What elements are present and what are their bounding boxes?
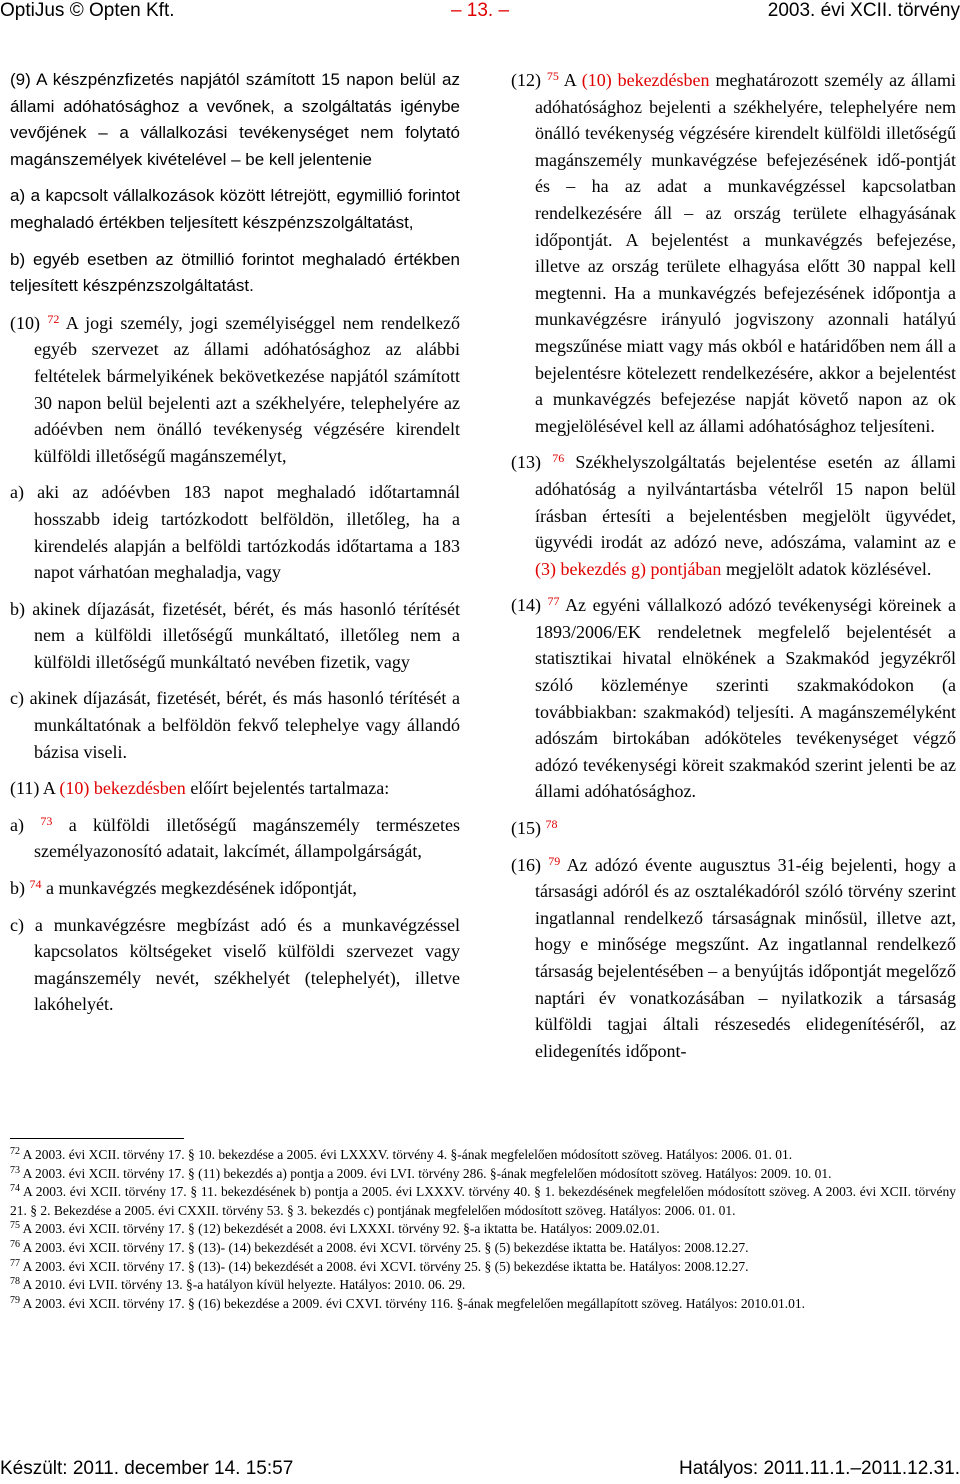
point-text: a külföldi illetőségű magánszemély természetes személyazonosító adatait, lakcímét, állampolgárságát, (34, 814, 461, 862)
footnote-number: 73 (10, 1164, 20, 1176)
paragraph-text: Az adózó évente augusztus 31-éig bejelenti, hogy a társasági adóról és az osztalékadóról szóló törvény szerint ingatlannal rendelkező társaságnak minősül, illetve azt, hogy e minősége megszűnt. Az ingatlannal rendelkező társaság bejelentésében – a benyújtás időpontját megelőző naptári év vonatkozásában – nyilatkozik a társaság külföldi tagjai általi részesedés elidegenítéséről, az elidegenítés időpont- (535, 854, 956, 1061)
footnote-ref-77[interactable]: 77 (547, 594, 560, 609)
paragraph-number: (12) (511, 70, 541, 90)
footnote-number: 76 (10, 1238, 20, 1250)
paragraph-11-point-c (10, 912, 460, 1018)
paragraph-9-point-a (10, 183, 460, 236)
footnote-text: A 2003. évi XCII. törvény 17. § 11. bekezdésének b) pontja a 2005. évi LXXXV. törvény 40. § 1. bekezdésének megfelelően módosított szöveg. A 2003. évi XCII. törvény 21. § 2. Bekezdése a 2005. évi CXXII. törvény 53. § 3. bekezdés c) pontjának megfelelően módosított szöveg. Hatályos: 2006. 01. 01. (10, 1184, 956, 1218)
left-column (10, 67, 460, 1028)
page-footer (0, 1458, 960, 1484)
paragraph-9-point-b (10, 247, 460, 300)
footnote-number: 75 (10, 1220, 20, 1232)
paragraph-text-pre: A (563, 70, 582, 90)
footnote-text: A 2003. évi XCII. törvény 17. § (16) bekezdése a 2009. évi CXVI. törvény 116. §-ának megfelelően megállapított szöveg. Hatályos: 2010.01.01. (22, 1295, 805, 1311)
footnote-ref-78[interactable]: 78 (545, 817, 558, 832)
cross-reference-link[interactable]: (10) bekezdésben (59, 778, 186, 799)
point-text: aki az adóévben 183 napot meghaladó időtartamnál hosszabb ideig tartózkodott belföldön, illetőleg, ha a kirendelés alapján a belföldi tartózkodás időtartama a 183 napot várhatóan meghaladja, vagy (34, 482, 460, 583)
paragraph-14 (511, 592, 956, 805)
paragraph-10-point-a (10, 479, 460, 585)
header-law-title: 2003. évi XCII. törvény (767, 0, 960, 21)
point-label: a) (10, 814, 24, 835)
paragraph-number: (10) (10, 312, 40, 333)
point-text: egyéb esetben az ötmillió forintot meghaladó értékben teljesített készpénzszolgáltatást. (10, 249, 460, 296)
paragraph-number: (9) (10, 70, 31, 89)
point-text: a munkavégzés megkezdésének időpontját, (46, 878, 357, 899)
header-publisher: OptiJus © Opten Kft. (0, 0, 175, 21)
paragraph-10-intro (10, 310, 460, 470)
paragraph-number: (13) (511, 452, 541, 473)
paragraph-text-pre: A (42, 778, 60, 799)
paragraph-10-point-c (10, 685, 460, 765)
point-label: a) (10, 482, 24, 503)
cross-reference-link[interactable]: (3) bekezdés g) pontjában (535, 558, 722, 579)
paragraph-9-intro (10, 67, 460, 173)
paragraph-number: (11) (10, 778, 40, 799)
paragraph-10-point-b (10, 596, 460, 676)
point-text: a kapcsolt vállalkozások között létrejött, egymillió forintot meghaladó értékben teljesített készpénzszolgáltatást, (10, 186, 460, 232)
paragraph-text: A készpénzfizetés napjától számított 15 napon belül az állami adóhatósághoz a vevőnek, a szolgáltatás igénybe vevőjének – a vállalkozási tevékenységet nem folytató magánszemélyek kivételével – be kell jelentenie (10, 70, 460, 169)
footnote-72 (10, 1146, 956, 1165)
footnote-number: 74 (10, 1183, 20, 1195)
paragraph-11-intro (10, 775, 460, 802)
footnote-text: A 2003. évi XCII. törvény 17. § (13)- (14) bekezdését a 2008. évi XCVI. törvény 25. § (5) bekezdése iktatta be. Hatályos: 2008.12.27. (22, 1258, 749, 1274)
footnote-ref-79[interactable]: 79 (548, 853, 561, 868)
footnote-text: A 2003. évi XCII. törvény 17. § 10. bekezdése a 2005. évi LXXXV. törvény 4. §-ának megfelelően módosított szöveg. Hatályos: 2006. 01. 01. (22, 1147, 793, 1162)
paragraph-text-pre: Székhelyszolgáltatás bejelentése esetén az állami adóhatóság a nyilvántartásba vételről 15 napon belül írásban értesíti a bejelentésben megjelölt ügyvédet, ügyvédi irodát az adózó neve, adószáma, valamint az e (535, 452, 957, 553)
paragraph-text: Az egyéni vállalkozó adózó tevékenységi köreinek a 1893/2006/EK rendeletnek megfelelő bejelentését a statisztikai hivatal elnökének a Szakmakód jegyzékről szóló közleménye szerinti szakmakódokon (a továbbiakban: szakmakód) teljesíti. A magánszemélyként adószám birtokában adóköteles tevékenységet végző adózó tevékenységi köreit szakmakód szerint jelenti be az állami adóhatósághoz. (535, 595, 957, 802)
footnote-73 (10, 1165, 956, 1184)
point-label: c) (10, 914, 24, 935)
paragraph-number: (14) (511, 595, 541, 616)
paragraph-9 (10, 67, 460, 300)
paragraph-15 (511, 815, 956, 842)
point-label: b) (10, 598, 25, 619)
footnote-ref-72[interactable]: 72 (47, 311, 60, 326)
footnote-77 (10, 1258, 956, 1277)
footnote-text: A 2010. évi LVII. törvény 13. §-a hatályon kívül helyezte. Hatályos: 2010. 06. 29. (22, 1277, 466, 1293)
footnote-number: 72 (10, 1146, 20, 1157)
footnote-number: 77 (10, 1257, 20, 1269)
footnote-ref-76[interactable]: 76 (552, 451, 565, 466)
footnote-76 (10, 1239, 956, 1258)
paragraph-text-post: megjelölt adatok közlésével. (721, 558, 932, 579)
footnote-78 (10, 1276, 956, 1295)
footnote-ref-73[interactable]: 73 (40, 813, 53, 828)
footer-effective-period: Hatályos: 2011.11.1.–2011.12.31. (679, 1458, 960, 1479)
paragraph-13 (511, 449, 956, 582)
paragraph-12 (511, 67, 956, 439)
right-column (511, 67, 956, 1074)
point-text: akinek díjazását, fizetését, bérét, és más hasonló térítését a munkáltatónak a belföldön fekvő telephelye vagy állandó bázisa viseli. (29, 688, 461, 762)
cross-reference-link[interactable]: (10) bekezdésben (581, 70, 710, 90)
footnote-79 (10, 1295, 956, 1314)
footnote-text: A 2003. évi XCII. törvény 17. § (13)- (14) bekezdését a 2008. évi XCVI. törvény 25. § (5) bekezdése iktatta be. Hatályos: 2008.12.27. (22, 1239, 749, 1255)
footnote-number: 79 (10, 1294, 20, 1306)
header-page-number: – 13. – (450, 0, 510, 21)
paragraph-number: (15) (511, 818, 541, 839)
footnote-text: A 2003. évi XCII. törvény 17. § (11) bekezdés a) pontja a 2009. évi LVI. törvény 286. §-ának megfelelően módosított szöveg. Hatályos: 2009. 10. 01. (22, 1165, 832, 1181)
paragraph-text: A jogi személy, jogi személyiséggel nem rendelkező egyéb szervezet az állami adóhatósághoz az alábbi feltételek bármelyikének bekövetkezése napjától számított 30 napon belül bejelenti azt a székhelyére, telephelyére az adóévben nem önálló tevékenység végzésére kirendelt külföldi illetőségű magánszemélyt, (34, 312, 461, 466)
footnote-number: 78 (10, 1276, 20, 1288)
footnotes (10, 1146, 956, 1313)
paragraph-text-post: meghatározott személy az állami adóhatósághoz bejelenti a székhelyére, telephelyére nem önálló tevékenység végzésére kirendelt külföldi illetőségű magánszemély munkavégzése befejezésének idő-pontját és – ha az adat a munkavégzéssel kapcsolatban rendelkezésére áll – az ország területe elhagyásának időpontját. A bejelentést a munkavégzés befejezése, illetve az ország területe elhagyása előtt 30 nappal kell megtenni. Ha a munkavégzés befejezésének időpontja a munkavégzésre irányuló jogviszony azonnali hatályú megszűnése miatt vagy más okból e határidőben nem áll a bejelentésre kötelezett rendelkezésére, akkor a bejelentést a munkavégzés befejezése napját követő napon az ok megjelölésével kell az állami adóhatósághoz teljesíteni. (535, 70, 956, 436)
footnote-divider (10, 1138, 184, 1139)
point-label: b) (10, 249, 26, 269)
paragraph-11-point-b (10, 875, 460, 902)
footnote-74 (10, 1183, 956, 1220)
footnote-ref-75[interactable]: 75 (546, 69, 559, 83)
page-header (0, 0, 960, 28)
footnote-ref-74[interactable]: 74 (29, 877, 42, 892)
paragraph-text-post: előírt bejelentés tartalmaza: (185, 778, 390, 799)
point-label: b) (10, 878, 25, 899)
paragraph-number: (16) (511, 854, 541, 875)
point-label: a) (10, 186, 26, 206)
paragraph-11-point-a (10, 812, 460, 865)
footnote-text: A 2003. évi XCII. törvény 17. § (12) bekezdését a 2008. évi LXXXI. törvény 92. §-a iktatta be. Hatályos: 2009.02.01. (22, 1221, 660, 1237)
paragraph-16 (511, 852, 956, 1065)
point-label: c) (10, 688, 24, 709)
point-text: a munkavégzésre megbízást adó és a munkavégzéssel kapcsolatos költségeket viselő külföldi szervezet vagy magánszemély nevét, székhelyét (telephelyét), illetve lakóhelyét. (34, 914, 461, 1015)
footnote-75 (10, 1220, 956, 1239)
footer-generated-date: Készült: 2011. december 14. 15:57 (0, 1458, 294, 1479)
point-text: akinek díjazását, fizetését, bérét, és más hasonló térítését nem a külföldi illetőségű munkáltató, illetőleg nem a külföldi illetőségű munkáltató nevében fizetik, vagy (32, 598, 460, 672)
